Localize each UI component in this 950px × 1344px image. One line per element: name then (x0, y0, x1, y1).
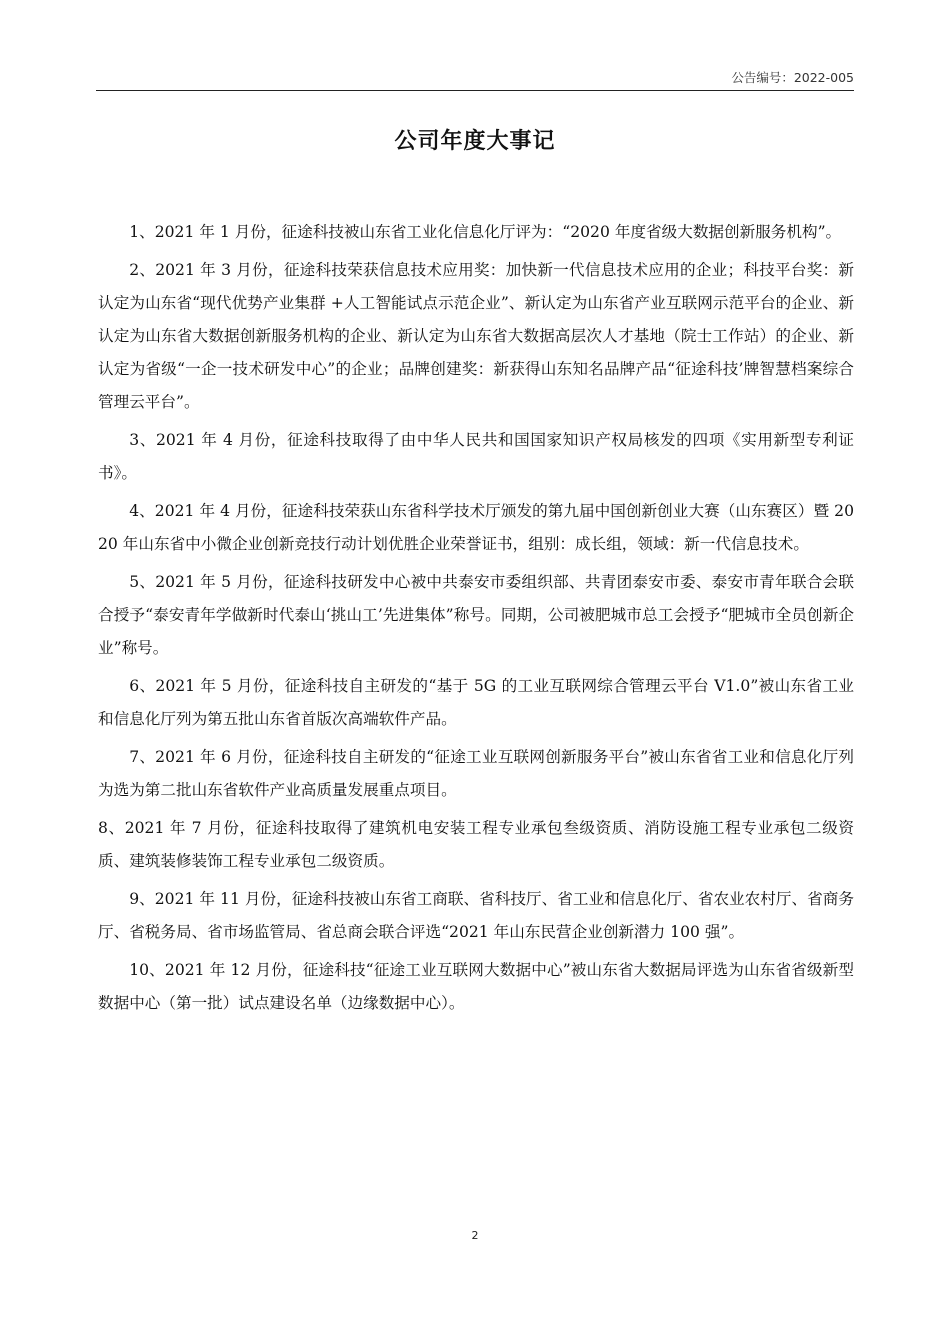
event-item-6: 6、2021 年 5 月份，征途科技自主研发的“基于 5G 的工业互联网综合管理云平台 V1.0”被山东省工业和信息化厅列为第五批山东省首版次高端软件产品。 (98, 677, 854, 728)
event-item-5: 5、2021 年 5 月份，征途科技研发中心被中共泰安市委组织部、共青团泰安市委、泰安市青年联合会联合授予“泰安青年学做新时代泰山‘挑山工’先进集体”称号。同期，公司被肥城市总工会授予“肥城市全员创新企业”称号。 (98, 573, 854, 657)
event-item-7: 7、2021 年 6 月份，征途科技自主研发的“征途工业互联网创新服务平台”被山东省省工业和信息化厅列为选为第二批山东省软件产业高质量发展重点项目。 (98, 748, 854, 799)
event-item-3: 3、2021 年 4 月份，征途科技取得了由中华人民共和国国家知识产权局核发的四项《实用新型专利证书》。 (98, 431, 854, 482)
event-item-9: 9、2021 年 11 月份，征途科技被山东省工商联、省科技厅、省工业和信息化厅、省农业农村厅、省商务厅、省税务局、省市场监管局、省总商会联合评选“2021 年山东民营企业创新潜力 100 强”。 (98, 890, 854, 941)
page-number: 2 (471, 1229, 479, 1242)
page-title: 公司年度大事记 (394, 129, 556, 154)
event-item-1: 1、2021 年 1 月份，征途科技被山东省工业化信息化厅评为：“2020 年度省级大数据创新服务机构”。 (129, 223, 842, 241)
page-header (96, 66, 854, 91)
event-item-4: 4、2021 年 4 月份，征途科技荣获山东省科学技术厅颁发的第九届中国创新创业大赛（山东赛区）暨 2020 年山东省中小微企业创新竞技行动计划优胜企业荣誉证书，组别：成长组，领域：新一代信息技术。 (98, 502, 854, 553)
announcement-number: 公告编号：2022-005 (731, 70, 854, 85)
event-list (98, 216, 854, 1025)
event-item-8: 8、2021 年 7 月份，征途科技取得了建筑机电安装工程专业承包叁级资质、消防设施工程专业承包二级资质、建筑装修装饰工程专业承包二级资质。 (98, 819, 854, 870)
event-item-2: 2、2021 年 3 月份，征途科技荣获信息技术应用奖：加快新一代信息技术应用的企业；科技平台奖：新认定为山东省“现代优势产业集群 +人工智能试点示范企业”、新认定为山东省产业互联网示范平台的企业、新认定为山东省大数据创新服务机构的企业、新认定为山东省大数据高层次人才基地（院士工作站）的企业、新认定为省级“一企一技术研发中心”的企业；品牌创建奖：新获得山东知名品牌产品“征途科技’牌智慧档案综合管理云平台”。 (98, 261, 854, 411)
event-item-10: 10、2021 年 12 月份，征途科技“征途工业互联网大数据中心”被山东省大数据局评选为山东省省级新型数据中心（第一批）试点建设名单（边缘数据中心）。 (98, 961, 854, 1012)
